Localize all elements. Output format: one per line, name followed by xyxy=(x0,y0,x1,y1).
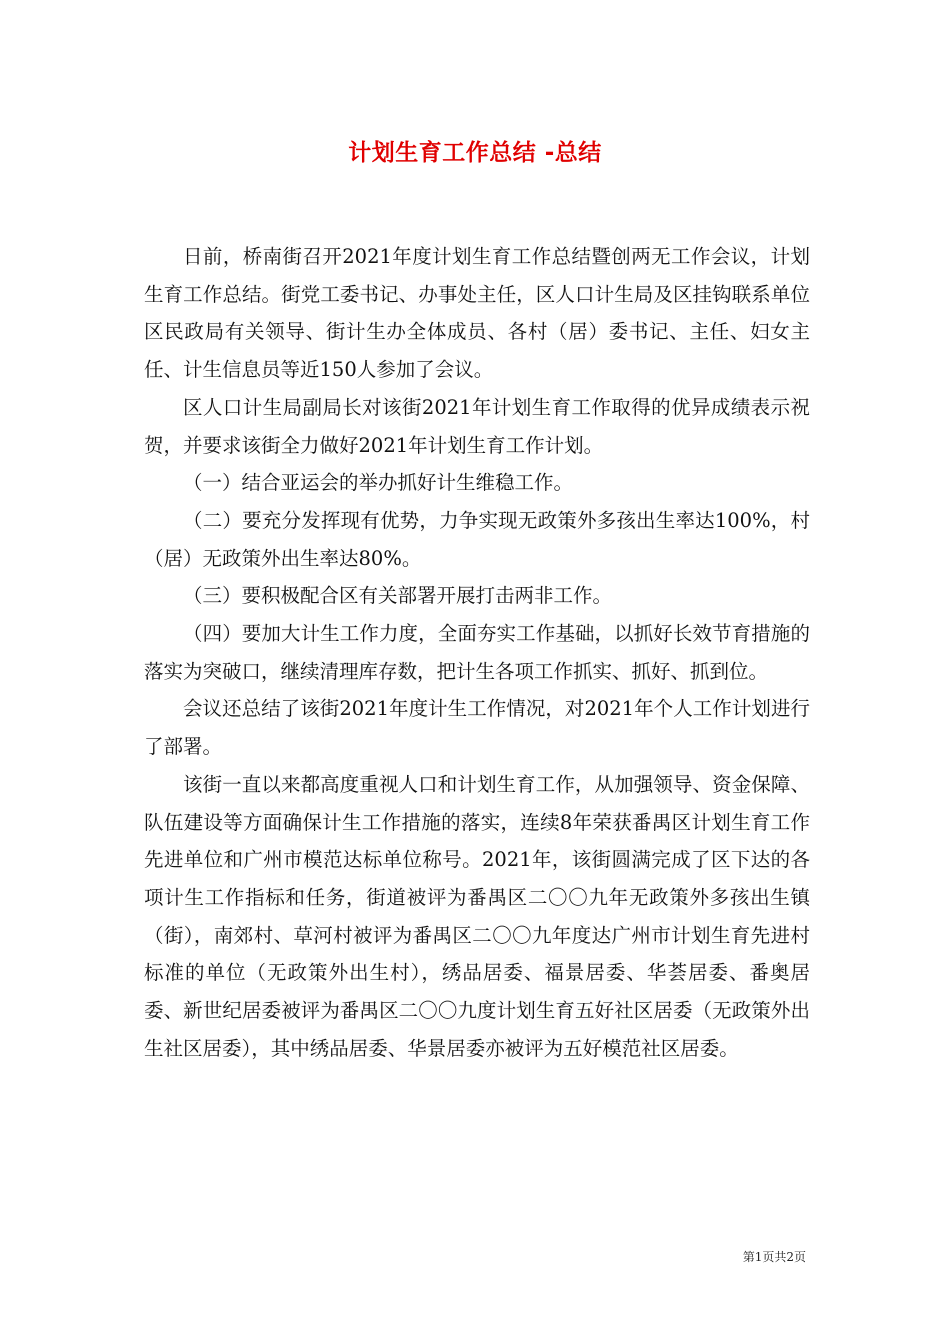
paragraph: 会议还总结了该街2021年度计生工作情况，对2021年个人工作计划进行了部署。 xyxy=(144,697,810,759)
paragraph: 该街一直以来都高度重视人口和计划生育工作，从加强领导、资金保障、队伍建设等方面确保计生工作措施的落实，连续8年荣获番禺区计划生育工作先进单位和广州市模范达标单位称号。2021年，该街圆满完成了区下达的各项计生工作指标和任务，街道被评为番禺区二〇〇九年无政策外多孩出生镇（街），南郊村、草河村被评为番禺区二〇〇九年度达广州市计划生育先进村标准的单位（无政策外出生村），绣品居委、福景居委、华荟居委、番奥居委、新世纪居委被评为番禺区二〇〇九度计划生育五好社区居委（无政策外出生社区居委），其中绣品居委、华景居委亦被评为五好模范社区居委。 xyxy=(144,772,810,1060)
paragraph: 日前，桥南街召开2021年度计划生育工作总结暨创两无工作会议，计划生育工作总结。街党工委书记、办事处主任，区人口计生局及区挂钩联系单位区民政局有关领导、街计生办全体成员、各村（居）委书记、主任、妇女主任、计生信息员等近150人参加了会议。 xyxy=(144,245,810,382)
paragraph: 区人口计生局副局长对该街2021年计划生育工作取得的优异成绩表示祝贺，并要求该街全力做好2021年计划生育工作计划。 xyxy=(144,395,810,457)
document-body xyxy=(144,238,810,1067)
paragraph: （一）结合亚运会的举办抓好计生维稳工作。 xyxy=(183,471,574,495)
paragraph: （二）要充分发挥现有优势，力争实现无政策外多孩出生率达100%，村（居）无政策外出生率达80%。 xyxy=(144,508,810,570)
document-title: 计划生育工作总结 -总结 xyxy=(348,140,602,166)
page-number: 第1页共2页 xyxy=(742,1250,806,1264)
paragraph: （四）要加大计生工作力度，全面夯实工作基础，以抓好长效节育措施的落实为突破口，继续清理库存数，把计生各项工作抓实、抓好、抓到位。 xyxy=(144,622,810,683)
paragraph: （三）要积极配合区有关部署开展打击两非工作。 xyxy=(183,584,613,608)
